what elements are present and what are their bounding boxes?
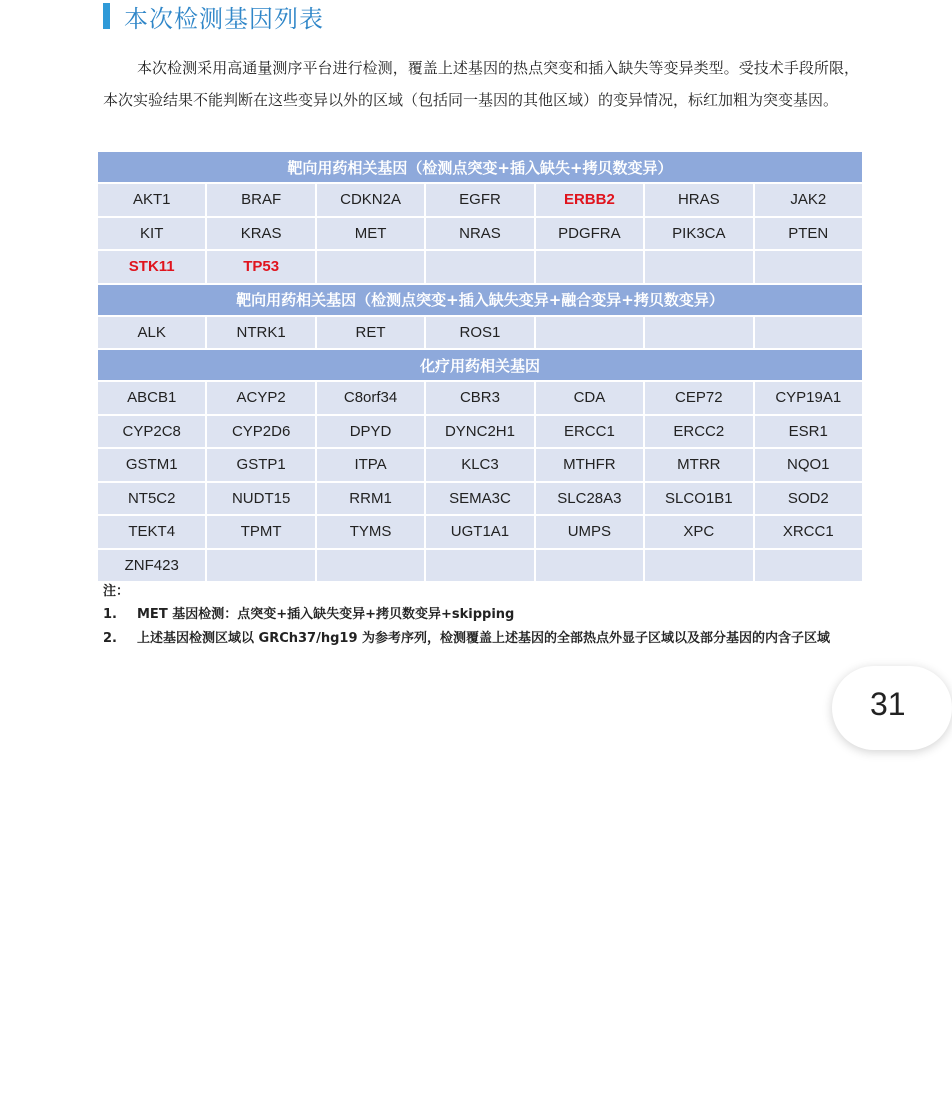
gene-cell: CYP19A1	[754, 381, 863, 415]
note-text: 上述基因检测区域以 GRCh37/hg19 为参考序列，检测覆盖上述基因的全部热点外显子区域以及部分基因的内含子区域	[137, 631, 831, 646]
gene-cell: KRAS	[206, 217, 315, 251]
notes-block	[103, 580, 863, 651]
gene-cell: RRM1	[316, 482, 425, 516]
gene-cell: TP53	[206, 250, 315, 284]
intro-paragraph-block	[103, 52, 859, 116]
gene-cell: ERCC1	[535, 415, 644, 449]
gene-cell: CYP2D6	[206, 415, 315, 449]
gene-cell: GSTP1	[206, 448, 315, 482]
gene-cell: MTRR	[644, 448, 753, 482]
table-row	[97, 381, 863, 415]
gene-cell: DYNC2H1	[425, 415, 534, 449]
table-row	[97, 250, 863, 284]
empty-cell	[535, 316, 644, 350]
note-text: MET 基因检测：点突变+插入缺失变异+拷贝数变异+skipping	[137, 607, 515, 622]
gene-cell: NTRK1	[206, 316, 315, 350]
gene-cell: DPYD	[316, 415, 425, 449]
gene-cell: SLC28A3	[535, 482, 644, 516]
gene-cell: SLCO1B1	[644, 482, 753, 516]
gene-cell: SOD2	[754, 482, 863, 516]
gene-cell: TPMT	[206, 515, 315, 549]
table-row	[97, 316, 863, 350]
gene-cell: ESR1	[754, 415, 863, 449]
intro-paragraph: 本次检测采用高通量测序平台进行检测，覆盖上述基因的热点突变和插入缺失等变异类型。受技术手段所限，本次实验结果不能判断在这些变异以外的区域（包括同一基因的其他区域）的变异情况，标红加粗为突变基因。	[103, 59, 859, 109]
gene-cell: NQO1	[754, 448, 863, 482]
gene-cell: NRAS	[425, 217, 534, 251]
gene-cell: NT5C2	[97, 482, 206, 516]
gene-cell: SEMA3C	[425, 482, 534, 516]
table-row	[97, 515, 863, 549]
gene-cell: MTHFR	[535, 448, 644, 482]
gene-cell: ALK	[97, 316, 206, 350]
gene-cell: BRAF	[206, 183, 315, 217]
gene-cell: ZNF423	[97, 549, 206, 583]
table-row	[97, 415, 863, 449]
gene-cell: ACYP2	[206, 381, 315, 415]
gene-cell: RET	[316, 316, 425, 350]
gene-cell: XRCC1	[754, 515, 863, 549]
note-item	[103, 603, 863, 627]
empty-cell	[644, 316, 753, 350]
page-number: 31	[870, 686, 906, 722]
section-header: 靶向用药相关基因（检测点突变+插入缺失+拷贝数变异）	[97, 151, 863, 183]
gene-cell: CDA	[535, 381, 644, 415]
section-header-row	[97, 151, 863, 183]
page-title: 本次检测基因列表	[124, 4, 324, 33]
gene-cell: MET	[316, 217, 425, 251]
gene-cell: CBR3	[425, 381, 534, 415]
table-row	[97, 217, 863, 251]
empty-cell	[644, 549, 753, 583]
gene-cell: ABCB1	[97, 381, 206, 415]
gene-cell: ERCC2	[644, 415, 753, 449]
empty-cell	[425, 250, 534, 284]
empty-cell	[754, 549, 863, 583]
empty-cell	[206, 549, 315, 583]
gene-cell: TYMS	[316, 515, 425, 549]
title-accent-bar	[103, 3, 110, 29]
gene-cell: KLC3	[425, 448, 534, 482]
page-number-badge	[832, 666, 952, 750]
gene-cell: XPC	[644, 515, 753, 549]
gene-cell: NUDT15	[206, 482, 315, 516]
gene-cell: AKT1	[97, 183, 206, 217]
gene-cell: JAK2	[754, 183, 863, 217]
empty-cell	[535, 549, 644, 583]
empty-cell	[316, 250, 425, 284]
gene-cell: ROS1	[425, 316, 534, 350]
gene-cell: PTEN	[754, 217, 863, 251]
gene-cell: CDKN2A	[316, 183, 425, 217]
gene-cell: UMPS	[535, 515, 644, 549]
table-row	[97, 183, 863, 217]
gene-cell: CEP72	[644, 381, 753, 415]
gene-cell: KIT	[97, 217, 206, 251]
empty-cell	[535, 250, 644, 284]
gene-cell: PDGFRA	[535, 217, 644, 251]
gene-cell: UGT1A1	[425, 515, 534, 549]
empty-cell	[644, 250, 753, 284]
table-row	[97, 448, 863, 482]
gene-cell: EGFR	[425, 183, 534, 217]
table-row	[97, 549, 863, 583]
note-number: 1.	[103, 607, 117, 622]
gene-cell: ERBB2	[535, 183, 644, 217]
empty-cell	[754, 316, 863, 350]
section-header: 化疗用药相关基因	[97, 349, 863, 381]
section-header: 靶向用药相关基因（检测点突变+插入缺失变异+融合变异+拷贝数变异）	[97, 284, 863, 316]
empty-cell	[754, 250, 863, 284]
gene-cell: HRAS	[644, 183, 753, 217]
gene-cell: PIK3CA	[644, 217, 753, 251]
empty-cell	[316, 549, 425, 583]
section-title	[103, 2, 324, 33]
gene-cell: TEKT4	[97, 515, 206, 549]
empty-cell	[425, 549, 534, 583]
gene-cell: C8orf34	[316, 381, 425, 415]
section-header-row	[97, 349, 863, 381]
table-row	[97, 482, 863, 516]
gene-cell: ITPA	[316, 448, 425, 482]
gene-table	[96, 150, 864, 583]
gene-cell: GSTM1	[97, 448, 206, 482]
section-header-row	[97, 284, 863, 316]
gene-cell: STK11	[97, 250, 206, 284]
notes-heading: 注：	[103, 584, 130, 599]
note-item	[103, 627, 863, 651]
note-number: 2.	[103, 631, 117, 646]
gene-cell: CYP2C8	[97, 415, 206, 449]
